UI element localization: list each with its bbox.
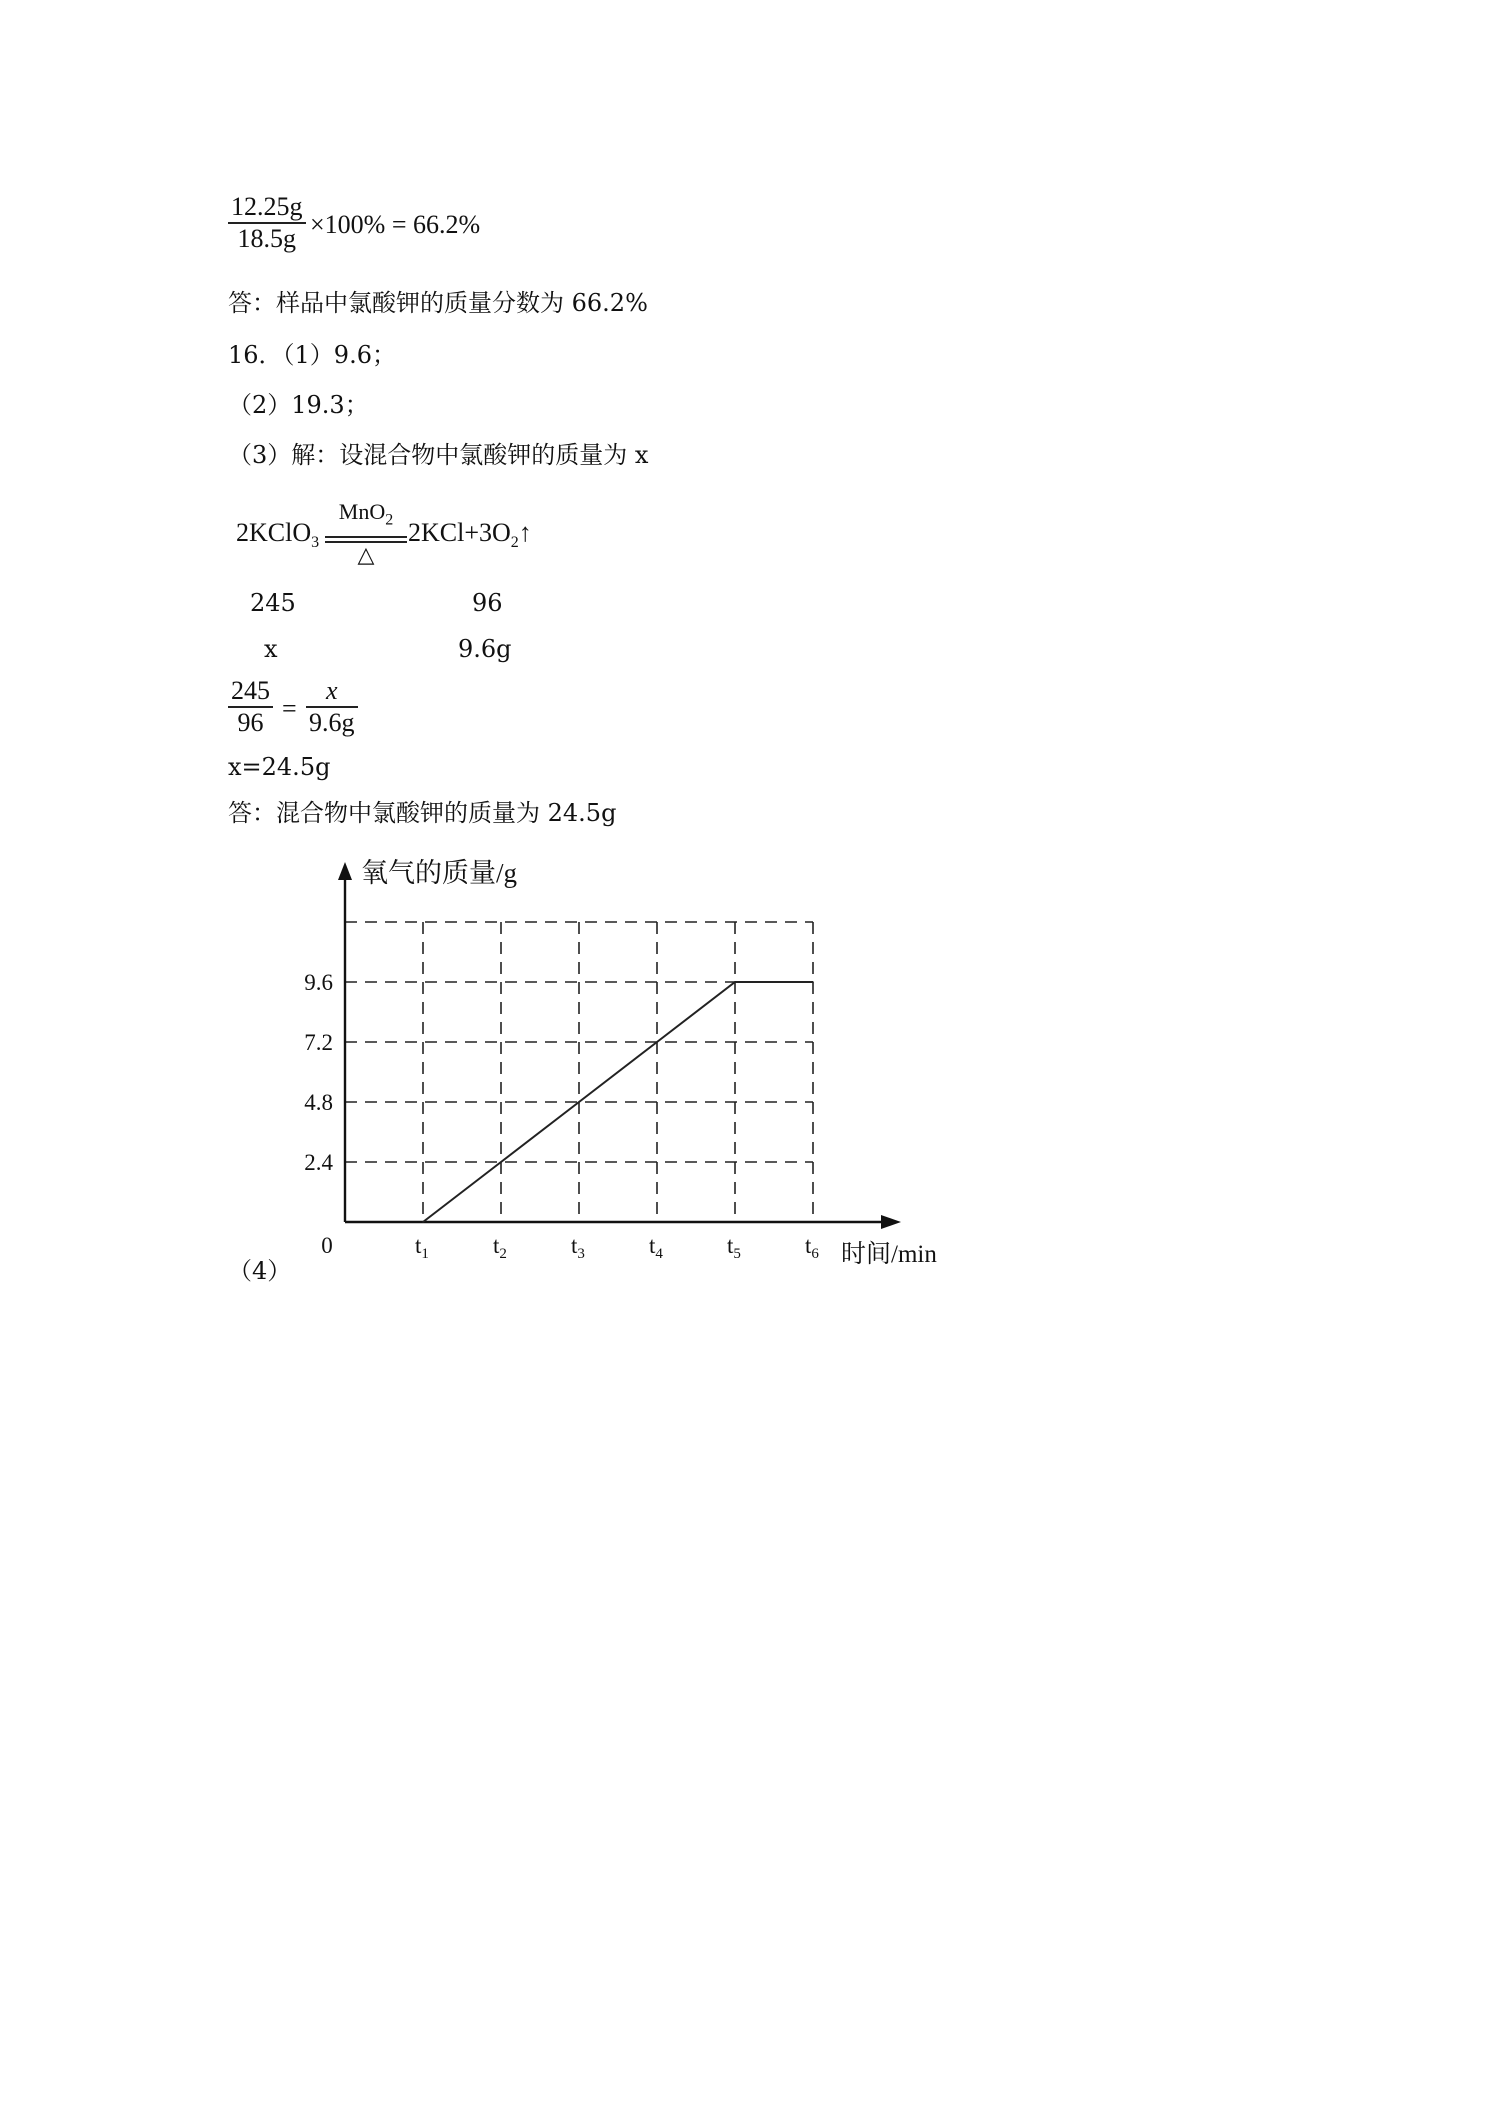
x-tick-label: $t_2$	[493, 1233, 507, 1262]
x-axis-arrow-icon	[881, 1215, 901, 1229]
y-tick-label: 9.6	[304, 970, 333, 995]
proportion-left	[228, 676, 273, 738]
data-point	[734, 981, 736, 983]
proportion-left-denominator: 96	[237, 708, 264, 737]
data-point	[578, 1101, 580, 1103]
x-tick-label: $t_5$	[727, 1233, 741, 1262]
ratio-x: x	[264, 635, 278, 663]
part-4-label: （4）	[228, 1257, 292, 1285]
data-point	[656, 1041, 658, 1043]
y-tick-label: 4.8	[304, 1090, 333, 1115]
x-tick-label: $t_3$	[571, 1233, 585, 1262]
ratio-245: 245	[250, 589, 296, 617]
data-point	[422, 1221, 424, 1223]
proportion-left-numerator: 245	[228, 676, 273, 708]
origin-label: 0	[321, 1233, 333, 1258]
equation-products: $2KCl+3O_2↑$	[408, 518, 532, 552]
proportion-right-denominator: 9.6g	[309, 708, 355, 737]
percentage-result: ×100% = 66.2%	[310, 210, 481, 239]
x-axis-label: 时间/min	[841, 1241, 937, 1268]
equation-reactant: 2KClO$_3$	[236, 518, 320, 552]
proportion-right	[306, 676, 358, 738]
proportion-right-numerator: x	[306, 676, 358, 708]
proportion-equals: =	[282, 694, 297, 723]
fraction-numerator: 12.25g	[228, 192, 306, 224]
ratio-9-6g: 9.6g	[458, 635, 512, 663]
answer-line-1: 答：样品中氯酸钾的质量分数为 66.2%	[228, 289, 648, 317]
x-tick-label: $t_1$	[415, 1233, 429, 1262]
fraction-denominator: 18.5g	[237, 224, 296, 253]
question-16-part-3: （3）解：设混合物中氯酸钾的质量为 x	[228, 441, 649, 469]
question-16-part-2: （2）19.3；	[228, 391, 369, 419]
result-line: x=24.5g	[228, 753, 331, 781]
data-point	[500, 1161, 502, 1163]
y-tick-label: 7.2	[304, 1030, 333, 1055]
y-axis-label: 氧气的质量/g	[361, 858, 518, 888]
data-point	[812, 981, 814, 983]
y-tick-label: 2.4	[304, 1150, 333, 1175]
y-axis-arrow-icon	[338, 862, 352, 880]
question-16-part-1: 16．（1）9.6；	[228, 341, 396, 369]
x-tick-label: $t_4$	[649, 1233, 663, 1262]
answer-line-2: 答：混合物中氯酸钾的质量为 24.5g	[228, 799, 617, 827]
equation-condition: MnO$_2$ △	[325, 500, 407, 567]
ratio-96: 96	[472, 589, 503, 617]
x-tick-label: $t_6$	[805, 1233, 819, 1262]
